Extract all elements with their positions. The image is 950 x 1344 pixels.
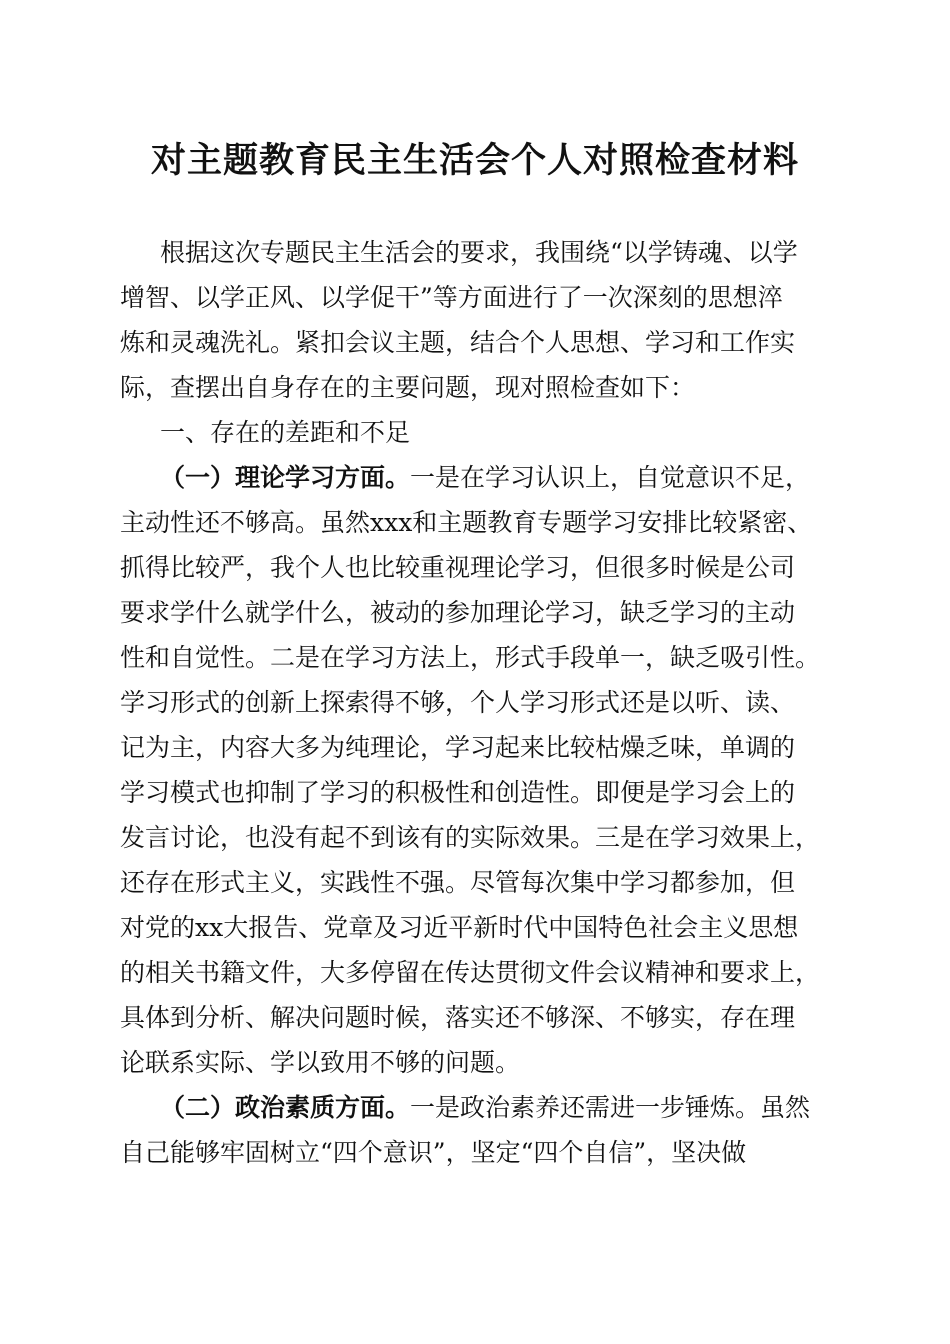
paragraph-line: 论联系实际、学以致用不够的问题。 <box>120 1048 521 1077</box>
section-heading: 一、存在的差距和不足 <box>160 418 411 447</box>
paragraph-line: 的相关书籍文件，大多停留在传达贯彻文件会议精神和要求上， <box>120 958 821 987</box>
paragraph-line: 学习模式也抑制了学习的积极性和创造性。即便是学习会上的 <box>120 778 796 807</box>
subsection-first-line <box>120 455 830 500</box>
paragraph-line: 还存在形式主义，实践性不强。尽管每次集中学习都参加，但 <box>120 868 796 897</box>
paragraph-line: 抓得比较严，我个人也比较重视理论学习，但很多时候是公司 <box>120 553 796 582</box>
paragraph-line: 性和自觉性。二是在学习方法上，形式手段单一，缺乏吸引性。 <box>120 643 821 672</box>
paragraph-line: 炼和灵魂洗礼。紧扣会议主题，结合个人思想、学习和工作实 <box>120 328 796 357</box>
paragraph-line: 对党的xx大报告、党章及习近平新时代中国特色社会主义思想 <box>120 913 799 942</box>
paragraph-line: 根据这次专题民主生活会的要求，我围绕“以学铸魂、以学 <box>160 238 798 267</box>
paragraph-line: 主动性还不够高。虽然xxx和主题教育专题学习安排比较紧密、 <box>120 508 813 537</box>
document-title: 对主题教育民主生活会个人对照检查材料 <box>150 140 799 181</box>
paragraph-text: 一是政治素养还需进一步锤炼。虽然 <box>410 1093 811 1122</box>
paragraph-line: 发言讨论，也没有起不到该有的实际效果。三是在学习效果上， <box>120 823 821 852</box>
paragraph-line: 学习形式的创新上探索得不够，个人学习形式还是以听、读、 <box>120 688 796 717</box>
paragraph-line: 自己能够牢固树立“四个意识”，坚定“四个自信”，坚决做 <box>120 1138 747 1167</box>
paragraph-line: 要求学什么就学什么，被动的参加理论学习，缺乏学习的主动 <box>120 598 796 627</box>
paragraph-text: 一是在学习认识上，自觉意识不足， <box>410 463 811 492</box>
subsection-heading: （一）理论学习方面。 <box>160 463 411 492</box>
subsection-heading: （二）政治素质方面。 <box>160 1093 411 1122</box>
paragraph-line: 具体到分析、解决问题时候，落实还不够深、不够实，存在理 <box>120 1003 796 1032</box>
paragraph-line: 增智、以学正风、以学促干”等方面进行了一次深刻的思想淬 <box>120 283 783 312</box>
paragraph-line: 际，查摆出自身存在的主要问题，现对照检查如下： <box>120 373 696 402</box>
paragraph-line: 记为主，内容大多为纯理论，学习起来比较枯燥乏味，单调的 <box>120 733 796 762</box>
document-body <box>120 230 830 1175</box>
subsection-first-line <box>120 1085 830 1130</box>
